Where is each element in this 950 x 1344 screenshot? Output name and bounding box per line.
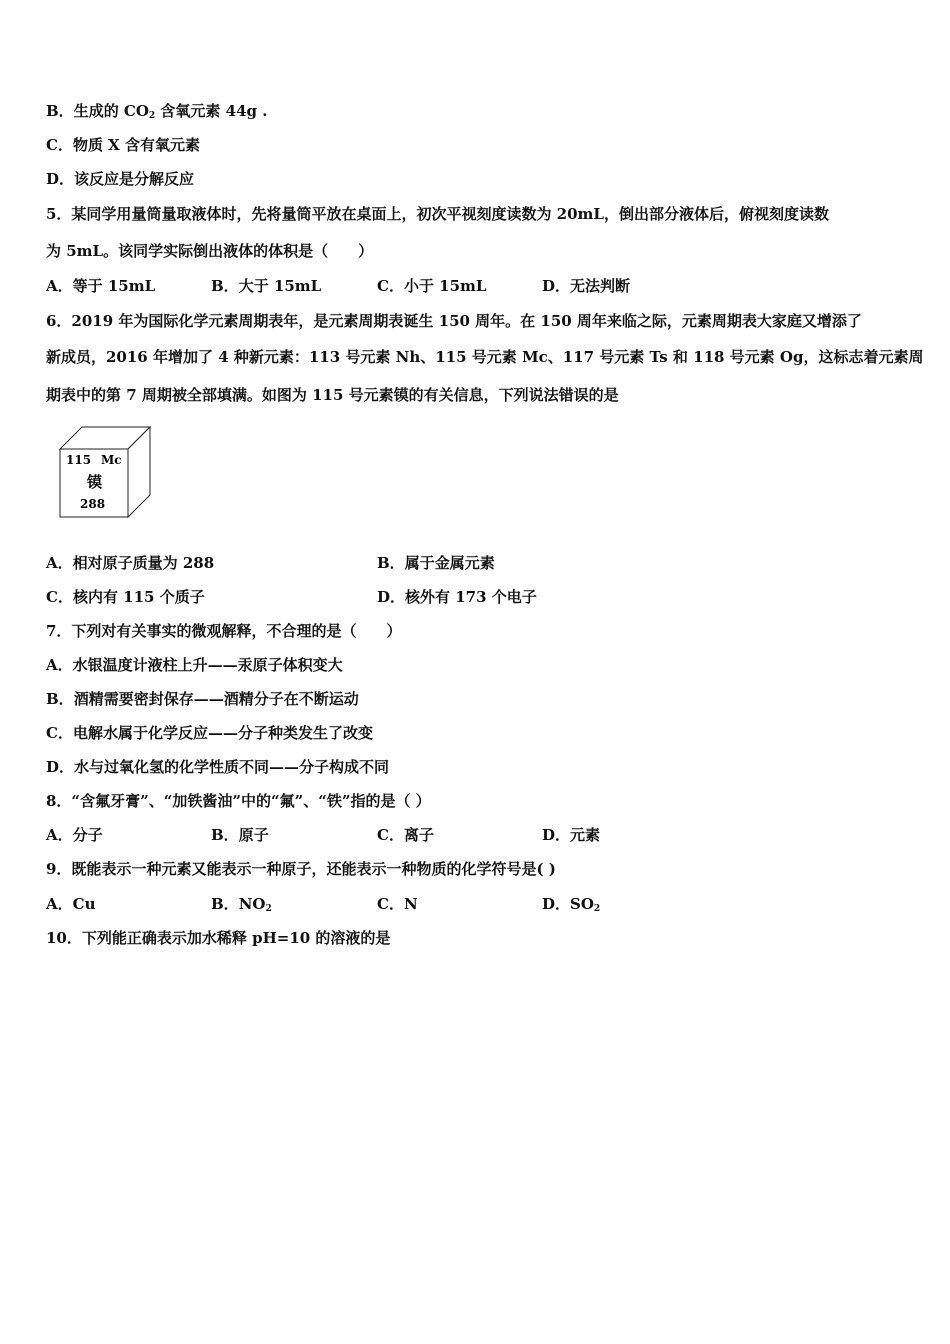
option-text: 元素: [570, 826, 601, 844]
option-text: NO: [238, 895, 266, 913]
option-text: 物质 X 含有氧元素: [72, 136, 201, 154]
atomic-number: 115: [66, 453, 92, 467]
option-text: 水银温度计液柱上升——汞原子体积变大: [72, 656, 343, 674]
option-letter: D．: [46, 758, 75, 776]
option-text: 相对原子质量为 288: [72, 554, 215, 572]
option-letter: A．: [46, 656, 73, 674]
q9-option-c: [377, 894, 418, 914]
q6-stem-line2: 新成员，2016 年增加了 4 种新元素：113 号元素 Nh、115 号元素 Mc、117 号元素 Ts 和 118 号元素 Og，这标志着元素周: [46, 348, 924, 366]
option-letter: B．: [377, 554, 405, 572]
subscript: 2: [148, 111, 156, 121]
option-letter: C．: [46, 136, 73, 154]
option-letter: B．: [211, 895, 239, 913]
q8-option-b: [211, 825, 269, 845]
option-text: Cu: [72, 895, 96, 913]
option-letter: D．: [46, 170, 75, 188]
q9-option-a: [46, 894, 96, 914]
option-text: SO: [570, 895, 594, 913]
option-text: N: [403, 895, 418, 913]
option-letter: D．: [542, 277, 571, 295]
option-text: 水与过氧化氢的化学性质不同——分子构成不同: [74, 758, 390, 776]
option-letter: B．: [46, 690, 74, 708]
q5-option-c: [377, 276, 486, 296]
option-text: 大于 15mL: [238, 277, 322, 295]
q6-option-b: [377, 553, 495, 573]
option-letter: D．: [542, 826, 571, 844]
q7-option-b: [46, 689, 359, 709]
option-letter: B．: [211, 826, 239, 844]
element-card-mc: [56, 424, 156, 522]
option-letter: C．: [377, 277, 404, 295]
atomic-mass: 288: [80, 497, 106, 511]
q9-stem: 9．既能表示一种元素又能表示一种原子，还能表示一种物质的化学符号是( ): [46, 860, 556, 878]
subscript: 2: [593, 904, 601, 914]
q7-option-d: [46, 757, 389, 777]
q5-option-a: [46, 276, 155, 296]
element-name: 镆: [87, 473, 103, 491]
option-text: 无法判断: [570, 277, 631, 295]
q4-option-d: [46, 169, 194, 189]
option-letter: A．: [46, 826, 73, 844]
q9-option-b: [211, 894, 272, 919]
option-text: 等于 15mL: [72, 277, 156, 295]
q7-option-a: [46, 655, 343, 675]
q8-option-c: [377, 825, 434, 845]
q6-option-c: [46, 587, 205, 607]
q6-stem-line3: 期表中的第 7 周期被全部填满。如图为 115 号元素镆的有关信息，下列说法错误的是: [46, 386, 619, 404]
option-letter: B．: [211, 277, 239, 295]
option-text: 小于 15mL: [403, 277, 487, 295]
option-text: 离子: [403, 826, 434, 844]
option-letter: A．: [46, 277, 73, 295]
option-letter: C．: [46, 724, 73, 742]
subscript: 2: [265, 904, 272, 914]
option-text: 该反应是分解反应: [74, 170, 195, 188]
option-text: 分子: [72, 826, 103, 844]
q4-option-c: [46, 135, 200, 155]
q5-stem-line1: 5．某同学用量筒量取液体时，先将量筒平放在桌面上，初次平视刻度读数为 20mL，倒出部分液体后，俯视刻度读数: [46, 205, 829, 223]
option-letter: A．: [46, 895, 73, 913]
q8-stem: 8．“含氟牙膏”、“加铁酱油”中的“氟”、“铁”指的是（ ）: [46, 792, 431, 810]
q8-option-a: [46, 825, 103, 845]
q5-option-d: [542, 276, 630, 296]
option-letter: C．: [377, 826, 404, 844]
option-text: 含氧元素 44g .: [155, 102, 268, 120]
option-text: 电解水属于化学反应——分子种类发生了改变: [72, 724, 373, 742]
option-letter: C．: [46, 588, 73, 606]
q6-stem-line1: 6．2019 年为国际化学元素周期表年，是元素周期表诞生 150 周年。在 150 周年来临之际，元素周期表大家庭又增添了: [46, 312, 862, 330]
option-text: 核内有 115 个质子: [72, 588, 205, 606]
option-text: 属于金属元素: [404, 554, 495, 572]
q10-stem: 10．下列能正确表示加水稀释 pH=10 的溶液的是: [46, 929, 391, 947]
option-text: 酒精需要密封保存——酒精分子在不断运动: [73, 690, 359, 708]
q6-option-a: [46, 553, 214, 573]
option-letter: C．: [377, 895, 404, 913]
q6-option-d: [377, 587, 537, 607]
q7-stem: 7．下列对有关事实的微观解释，不合理的是（ ）: [46, 622, 402, 640]
option-text: 核外有 173 个电子: [405, 588, 537, 606]
option-text: 原子: [238, 826, 269, 844]
option-text: 生成的 CO: [73, 102, 149, 120]
q4-option-b: [46, 101, 267, 126]
q8-option-d: [542, 825, 600, 845]
q7-option-c: [46, 723, 373, 743]
q9-option-d: [542, 894, 600, 919]
option-letter: D．: [542, 895, 571, 913]
option-letter: B．: [46, 102, 74, 120]
q5-option-b: [211, 276, 321, 296]
option-letter: A．: [46, 554, 73, 572]
q5-stem-line2: 为 5mL。该同学实际倒出液体的体积是（ ）: [46, 242, 374, 260]
option-letter: D．: [377, 588, 406, 606]
element-symbol: Mc: [101, 453, 122, 467]
